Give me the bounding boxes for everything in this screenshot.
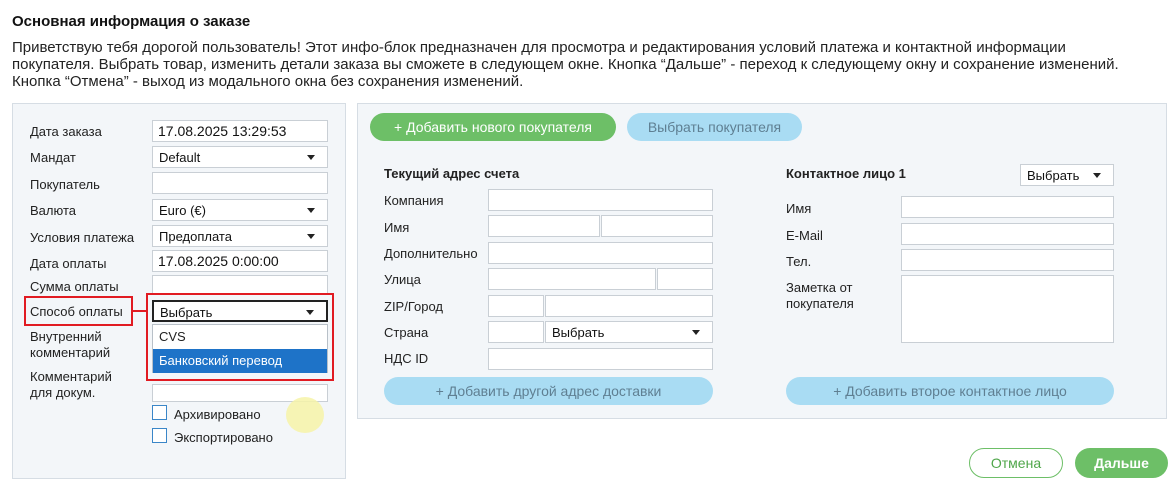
- billing-name-label: Имя: [384, 220, 410, 235]
- zip-city-label: ZIP/Город: [384, 299, 443, 314]
- cursor-indicator: [286, 397, 324, 433]
- chevron-down-icon: [307, 208, 315, 213]
- last-name-input[interactable]: [601, 215, 713, 237]
- country-select[interactable]: [545, 321, 713, 343]
- contact-email-label: E-Mail: [786, 228, 823, 243]
- chevron-down-icon: [307, 155, 315, 160]
- mandate-select-value: Default: [159, 150, 201, 165]
- contact-email-input[interactable]: [901, 223, 1114, 245]
- company-label: Компания: [384, 193, 444, 208]
- house-number-input[interactable]: [657, 268, 713, 290]
- payment-date-input[interactable]: 17.08.2025 0:00:00: [152, 250, 328, 272]
- order-date-label: Дата заказа: [30, 124, 102, 139]
- payment-amount-input[interactable]: [152, 275, 328, 295]
- country-label: Страна: [384, 325, 429, 340]
- payment-method-options: [152, 324, 328, 373]
- payment-method-option-cvs[interactable]: CVS: [159, 329, 186, 344]
- contact-phone-input[interactable]: [901, 249, 1114, 271]
- highlight-connector: [133, 310, 147, 312]
- contact-select-value: Выбрать: [1027, 168, 1080, 183]
- contact-name-input[interactable]: [901, 196, 1114, 218]
- payment-method-label: Способ оплаты: [30, 304, 123, 319]
- payment-terms-label: Условия платежа: [30, 230, 135, 245]
- add-second-contact-button[interactable]: + Добавить второе контактное лицо: [786, 377, 1114, 405]
- page-title: Основная информация о заказе: [12, 13, 251, 30]
- contact-phone-label: Тел.: [786, 254, 812, 269]
- add-buyer-button[interactable]: + Добавить нового покупателя: [370, 113, 616, 141]
- doc-comment-label: Комментарий для докум.: [30, 369, 112, 400]
- currency-label: Валюта: [30, 203, 76, 218]
- billing-address-title: Текущий адрес счета: [384, 166, 520, 181]
- contact-select[interactable]: [1020, 164, 1114, 186]
- archived-label: Архивировано: [174, 407, 261, 422]
- country-select-value: Выбрать: [552, 325, 605, 340]
- payment-amount-label: Сумма оплаты: [30, 279, 119, 294]
- payment-method-value: Выбрать: [160, 305, 213, 320]
- currency-select-value: Euro (€): [159, 203, 206, 218]
- contact-person-title: Контактное лицо 1: [786, 166, 906, 181]
- intro-line-1: Приветствую тебя дорогой пользователь! Этот инфо-блок предназначен для просмотра и редактирования условий платежа и контактной информации: [12, 39, 1066, 56]
- chevron-down-icon: [307, 234, 315, 239]
- internal-comment-label: Внутренний комментарий: [30, 329, 111, 360]
- payment-terms-value: Предоплата: [159, 229, 232, 244]
- street-input[interactable]: [488, 268, 656, 290]
- intro-line-2: покупателя. Выбрать товар, изменить детали заказа вы сможете в следующем окне. Кнопка “Дальше” - переход к следующему окну и сохранение изменений.: [12, 56, 1119, 73]
- zip-input[interactable]: [488, 295, 544, 317]
- exported-label: Экспортировано: [174, 430, 273, 445]
- chevron-down-icon: [306, 310, 314, 315]
- chevron-down-icon: [692, 330, 700, 335]
- cancel-button[interactable]: Отмена: [969, 448, 1063, 478]
- company-input[interactable]: [488, 189, 713, 211]
- exported-checkbox[interactable]: [152, 428, 167, 443]
- country-code-input[interactable]: [488, 321, 544, 343]
- intro-line-3: Кнопка “Отмена” - выход из модального окна без сохранения изменений.: [12, 73, 524, 90]
- first-name-input[interactable]: [488, 215, 600, 237]
- buyer-note-textarea[interactable]: [901, 275, 1114, 343]
- extra-input[interactable]: [488, 242, 713, 264]
- buyer-note-label: Заметка от покупателя: [786, 280, 854, 311]
- payment-method-select[interactable]: [152, 300, 328, 322]
- contact-name-label: Имя: [786, 201, 812, 216]
- vat-id-input[interactable]: [488, 348, 713, 370]
- vat-id-label: НДС ID: [384, 351, 429, 366]
- next-button[interactable]: Дальше: [1075, 448, 1168, 478]
- payment-date-label: Дата оплаты: [30, 256, 107, 271]
- street-label: Улица: [384, 272, 421, 287]
- chevron-down-icon: [1093, 173, 1101, 178]
- buyer-label: Покупатель: [30, 177, 100, 192]
- archived-checkbox[interactable]: [152, 405, 167, 420]
- city-input[interactable]: [545, 295, 713, 317]
- choose-buyer-button[interactable]: Выбрать покупателя: [627, 113, 802, 141]
- intro-text: [12, 39, 1172, 90]
- currency-select[interactable]: [152, 199, 328, 221]
- payment-method-option-bank-transfer[interactable]: Банковский перевод: [153, 349, 327, 373]
- buyer-input[interactable]: [152, 172, 328, 194]
- mandate-select[interactable]: [152, 146, 328, 168]
- order-date-input[interactable]: 17.08.2025 13:29:53: [152, 120, 328, 142]
- mandate-label: Мандат: [30, 150, 76, 165]
- extra-label: Дополнительно: [384, 246, 478, 261]
- add-shipping-address-button[interactable]: + Добавить другой адрес доставки: [384, 377, 713, 405]
- payment-terms-select[interactable]: [152, 225, 328, 247]
